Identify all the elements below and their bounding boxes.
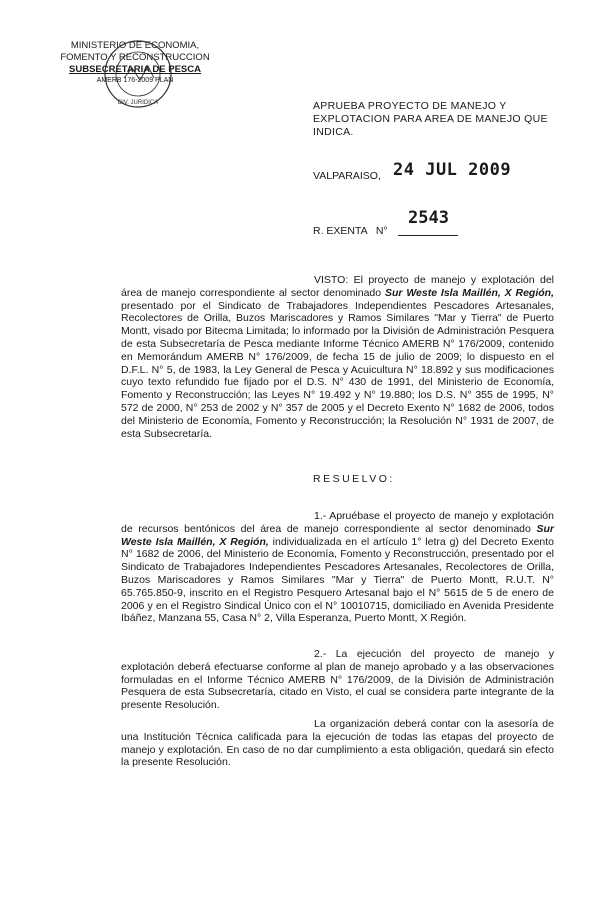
article-1 <box>121 510 554 625</box>
article-2-text: La ejecución del proyecto de manejo y explotación deberá efectuarse conforme al plan de manejo aprobado y a las observaciones formuladas en el Informe Técnico AMERB N° 176/2009, de la División de Administración Pesquera de esta Subsecretaría, citado en Visto, el cual se considera parte integrante de la presente Resolución. <box>121 648 554 712</box>
header-line-3: SUBSECRETARIA DE PESCA <box>69 64 201 75</box>
visto-text-b: presentado por el Sindicato de Trabajadores Independientes Pescadores Artesanales, Recolectores de Orilla, Buzos Mariscadores y Ramos Similares "Mar y Tierra" de Puerto Montt, visado por Bitecma Limitada; lo informado por la División de Administración Pesquera de esta Subsecretaría de Pesca mediante Informe Técnico AMERB N° 176/2009, contenido en Memorándum AMERB N° 176/2009, de fecha 15 de julio de 2009; lo dispuesto en el D.F.L. N° 5, de 1983, la Ley General de Pesca y Acuicultura N° 18.892 y sus modificaciones cuyo texto refundido fue fijado por el D.S. N° 430 de 1991, del Ministerio de Economía, Fomento y Reconstrucción; las Leyes N° 19.492 y N° 19.880; los D.S. N° 355 de 1995, N° 572 de 2000, N° 253 de 2002 y N° 357 de 2005 y el Decreto Exento N° 1682 de 2006, todos del Ministerio de Economía, Fomento y Reconstrucción; la Resolución N° 1931 de 2007, de esta Subsecretaría. <box>121 299 554 440</box>
seal-bottom-text: DIV. JURIDICA <box>117 100 159 106</box>
visto-sector: Sur Weste Isla Maillén, X Región, <box>384 286 554 299</box>
header-line-1: MINISTERIO DE ECONOMIA, <box>70 40 200 51</box>
article-2-number: 2.- <box>314 648 327 660</box>
document-title: APRUEBA PROYECTO DE MANEJO Y EXPLOTACION PARA AREA DE MANEJO QUE INDICA. <box>313 100 548 138</box>
resolution-number: 2543 <box>408 208 449 228</box>
article-2-continuation <box>121 718 554 769</box>
header-line-2: FOMENTO Y RECONSTRUCCION <box>60 52 210 63</box>
header-line-4: AMERB 176-2009 PLAN <box>96 77 174 84</box>
number-underline <box>398 235 458 236</box>
visto-text-a: El proyecto de manejo y explotación del área de manejo correspondiente al sector denominado <box>121 274 554 299</box>
date-stamp: 24 JUL 2009 <box>393 160 512 180</box>
resolution-no-label: N° <box>375 225 388 237</box>
visto-label: VISTO: <box>314 274 349 286</box>
resolution-type: R. EXENTA <box>313 225 368 237</box>
article-1-text-a: Apruébase el proyecto de manejo y explotación de recursos bentónicos del área de manejo correspondiente al sector denominado <box>121 510 554 535</box>
article-2 <box>121 648 554 712</box>
place-label: VALPARAISO, <box>313 170 381 182</box>
visto-paragraph <box>121 274 554 440</box>
resolution-label <box>313 225 388 237</box>
article-1-number: 1.- <box>314 510 327 522</box>
ministry-header <box>50 40 220 85</box>
article-1-text-b: individualizada en el artículo 1° letra g) del Decreto Exento N° 1682 de 2006, del Ministerio de Economía, Fomento y Reconstrucción, presentado por el Sindicato de Trabajadores Independientes Pescadores Artesanales, Recolectores de Orilla, Buzos Mariscadores y Ramos Similares "Mar y Tierra" de Puerto Montt, R.U.T. N° 65.765.850-9, inscrito en el Registro Pesquero Artesanal bajo el N° 5615 de 5 de enero de 2006 y en el Registro Sindical Único con el N° 10010715, domiciliado en Avenida Presidente Ibáñez, Manzana 55, Casa N° 2, Villa Esperanza, Puerto Montt, X Región. <box>121 535 555 625</box>
article-2-continuation-text: La organización deberá contar con la asesoría de una Institución Técnica calificada para la ejecución de todas las etapas del proyecto de manejo y explotación. En caso de no dar cumplimiento a esta obligación, quedará sin efecto la presente Resolución. <box>121 718 554 769</box>
resuelvo-heading: RESUELVO: <box>313 473 395 485</box>
article-1-sector: Sur Weste Isla Maillén, X Región, <box>121 522 554 548</box>
